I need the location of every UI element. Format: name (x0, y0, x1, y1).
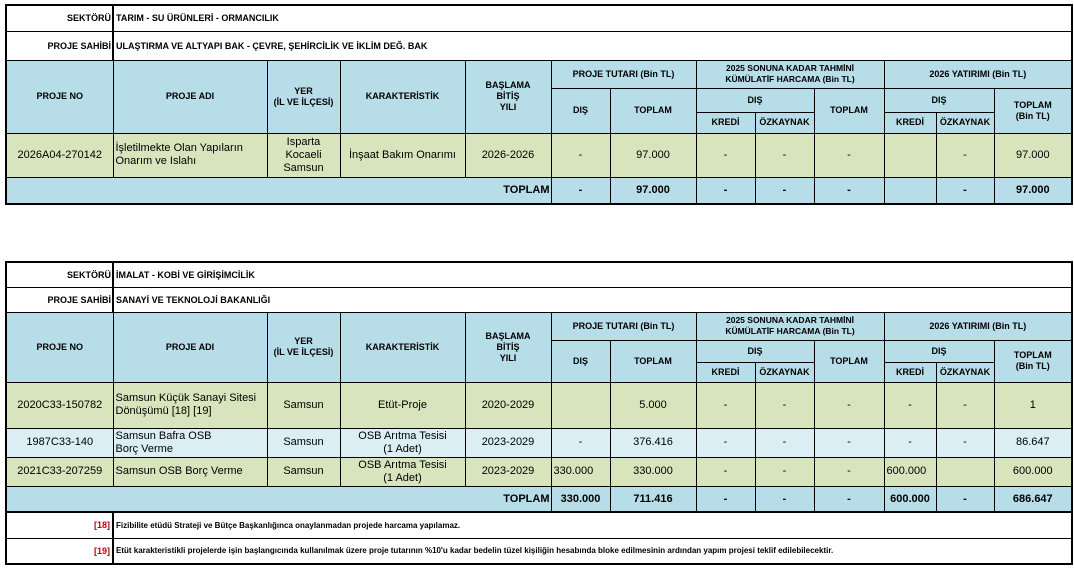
col-cum-ozk: ÖZKAYNAK (755, 362, 814, 382)
col-amount-dis: DIŞ (551, 88, 610, 133)
col-project-name: PROJE ADI (113, 312, 267, 382)
total-inv-ozk: - (936, 177, 994, 204)
footnote-number: [19] (6, 538, 113, 564)
cell-inv-total: 86.647 (994, 428, 1072, 457)
owner-label: PROJE SAHİBİ (6, 31, 113, 60)
col-cumulative: 2025 SONUNA KADAR TAHMİNİ KÜMÜLATİF HARCAMA (Bin TL) (696, 312, 884, 340)
cell-amount-total: 330.000 (610, 457, 696, 486)
owner-value: SANAYİ VE TEKNOLOJİ BAKANLIĞI (113, 287, 1072, 312)
table-row (6, 382, 1072, 428)
totals-row (6, 486, 1072, 512)
total-inv-total: 686.647 (994, 486, 1072, 512)
cell-amount-dis: 330.000 (551, 457, 610, 486)
footnote-text: Etüt karakteristikli projelerde işin başlangıcında kullanılmak üzere proje tutarının %10'u kadar bedelin tüzel kişiliğin hesabında bloke edilmesinin ardından yapım projesi teklif edilebilecektir. (113, 538, 1072, 564)
col-cum-dis: DIŞ (696, 340, 814, 362)
sector-value: TARIM - SU ÜRÜNLERİ - ORMANCILIK (113, 5, 1072, 31)
table-row (6, 457, 1072, 486)
cell-inv-ozk: - (936, 428, 994, 457)
col-cum-kredi: KREDİ (696, 362, 755, 382)
cell-inv-kredi: - (884, 382, 936, 428)
grand-total-label: TOPLAM (6, 486, 551, 512)
sector-label: SEKTÖRÜ (6, 5, 113, 31)
cell-location: Samsun (267, 428, 340, 457)
total-inv-total: 97.000 (994, 177, 1072, 204)
cell-characteristic: İnşaat Bakım Onarımı (340, 133, 465, 177)
cell-years: 2020-2029 (465, 382, 551, 428)
total-amount-total: 711.416 (610, 486, 696, 512)
col-cum-total: TOPLAM (814, 88, 884, 133)
col-cum-dis: DIŞ (696, 88, 814, 112)
total-cum-total: - (814, 177, 884, 204)
col-characteristic: KARAKTERİSTİK (340, 60, 465, 133)
col-inv-dis: DIŞ (884, 340, 994, 362)
cell-characteristic: Etüt-Proje (340, 382, 465, 428)
cell-project-no: 1987C33-140 (6, 428, 113, 457)
total-inv-kredi (884, 177, 936, 204)
col-project-amount: PROJE TUTARI (Bin TL) (551, 60, 696, 88)
total-cum-ozk: - (755, 177, 814, 204)
cell-cum-kredi: - (696, 133, 755, 177)
cell-location: Isparta Kocaeli Samsun (267, 133, 340, 177)
col-investment-2026: 2026 YATIRIMI (Bin TL) (884, 312, 1072, 340)
col-characteristic: KARAKTERİSTİK (340, 312, 465, 382)
cell-inv-ozk (936, 457, 994, 486)
col-cum-kredi: KREDİ (696, 112, 755, 133)
footnote-text: Fizibilite etüdü Strateji ve Bütçe Başkanlığınca onaylanmadan projede harcama yapılamaz. (113, 512, 1072, 538)
col-amount-dis: DIŞ (551, 340, 610, 382)
col-cum-ozk: ÖZKAYNAK (755, 112, 814, 133)
cell-cum-kredi: - (696, 428, 755, 457)
cell-amount-total: 97.000 (610, 133, 696, 177)
col-inv-ozk: ÖZKAYNAK (936, 112, 994, 133)
col-inv-total: TOPLAM (Bin TL) (994, 88, 1072, 133)
cell-inv-ozk: - (936, 133, 994, 177)
cell-inv-ozk: - (936, 382, 994, 428)
total-cum-ozk: - (755, 486, 814, 512)
sector-value: İMALAT - KOBİ VE GİRİŞİMCİLİK (113, 262, 1072, 287)
owner-label: PROJE SAHİBİ (6, 287, 113, 312)
col-start-end: BAŞLAMA BİTİŞ YILI (465, 312, 551, 382)
cell-cum-ozk: - (755, 133, 814, 177)
cell-cum-ozk: - (755, 382, 814, 428)
cell-years: 2023-2029 (465, 457, 551, 486)
cell-project-no: 2020C33-150782 (6, 382, 113, 428)
cell-years: 2026-2026 (465, 133, 551, 177)
col-location: YER (İL VE İLÇESİ) (267, 60, 340, 133)
cell-project-name: Samsun Küçük Sanayi Sitesi Dönüşümü [18] [19] (113, 382, 267, 428)
cell-characteristic: OSB Arıtma Tesisi (1 Adet) (340, 457, 465, 486)
total-amount-dis: - (551, 177, 610, 204)
footnote-row (6, 512, 1072, 538)
cell-characteristic: OSB Arıtma Tesisi (1 Adet) (340, 428, 465, 457)
col-investment-2026: 2026 YATIRIMI (Bin TL) (884, 60, 1072, 88)
col-location: YER (İL VE İLÇESİ) (267, 312, 340, 382)
col-amount-total: TOPLAM (610, 340, 696, 382)
cell-amount-dis: - (551, 428, 610, 457)
col-inv-dis: DIŞ (884, 88, 994, 112)
table-row (6, 428, 1072, 457)
cell-amount-total: 5.000 (610, 382, 696, 428)
sector-label: SEKTÖRÜ (6, 262, 113, 287)
cell-amount-dis (551, 382, 610, 428)
cell-cum-ozk: - (755, 428, 814, 457)
cell-inv-kredi: 600.000 (884, 457, 936, 486)
cell-inv-total: 97.000 (994, 133, 1072, 177)
investment-table-2 (5, 261, 1073, 565)
total-amount-dis: 330.000 (551, 486, 610, 512)
cell-cum-kredi: - (696, 382, 755, 428)
total-inv-ozk: - (936, 486, 994, 512)
cell-inv-kredi: - (884, 428, 936, 457)
cell-project-name: İşletilmekte Olan Yapıların Onarım ve Islahı (113, 133, 267, 177)
col-inv-kredi: KREDİ (884, 362, 936, 382)
cell-cum-total: - (814, 382, 884, 428)
investment-table-1 (5, 4, 1073, 205)
cell-cum-total: - (814, 457, 884, 486)
total-cum-kredi: - (696, 486, 755, 512)
total-cum-kredi: - (696, 177, 755, 204)
col-cum-total: TOPLAM (814, 340, 884, 382)
total-amount-total: 97.000 (610, 177, 696, 204)
cell-cum-total: - (814, 133, 884, 177)
owner-value: ULAŞTIRMA VE ALTYAPI BAK - ÇEVRE, ŞEHİRCİLİK VE İKLİM DEĞ. BAK (113, 31, 1072, 60)
grand-total-label: TOPLAM (6, 177, 551, 204)
cell-project-name: Samsun OSB Borç Verme (113, 457, 267, 486)
cell-project-no: 2026A04-270142 (6, 133, 113, 177)
cell-location: Samsun (267, 382, 340, 428)
col-inv-total: TOPLAM (Bin TL) (994, 340, 1072, 382)
cell-inv-kredi (884, 133, 936, 177)
col-cumulative: 2025 SONUNA KADAR TAHMİNİ KÜMÜLATİF HARCAMA (Bin TL) (696, 60, 884, 88)
cell-amount-total: 376.416 (610, 428, 696, 457)
col-project-no: PROJE NO (6, 60, 113, 133)
cell-project-name: Samsun Bafra OSB Borç Verme (113, 428, 267, 457)
cell-years: 2023-2029 (465, 428, 551, 457)
footnote-number: [18] (6, 512, 113, 538)
cell-cum-kredi: - (696, 457, 755, 486)
col-project-name: PROJE ADI (113, 60, 267, 133)
col-project-no: PROJE NO (6, 312, 113, 382)
total-cum-total: - (814, 486, 884, 512)
footnote-row (6, 538, 1072, 564)
cell-project-no: 2021C33-207259 (6, 457, 113, 486)
totals-row (6, 177, 1072, 204)
col-start-end: BAŞLAMA BİTİŞ YILI (465, 60, 551, 133)
cell-cum-total: - (814, 428, 884, 457)
cell-cum-ozk: - (755, 457, 814, 486)
table-row (6, 133, 1072, 177)
col-inv-ozk: ÖZKAYNAK (936, 362, 994, 382)
cell-amount-dis: - (551, 133, 610, 177)
col-project-amount: PROJE TUTARI (Bin TL) (551, 312, 696, 340)
col-inv-kredi: KREDİ (884, 112, 936, 133)
cell-inv-total: 1 (994, 382, 1072, 428)
cell-inv-total: 600.000 (994, 457, 1072, 486)
total-inv-kredi: 600.000 (884, 486, 936, 512)
cell-location: Samsun (267, 457, 340, 486)
col-amount-total: TOPLAM (610, 88, 696, 133)
